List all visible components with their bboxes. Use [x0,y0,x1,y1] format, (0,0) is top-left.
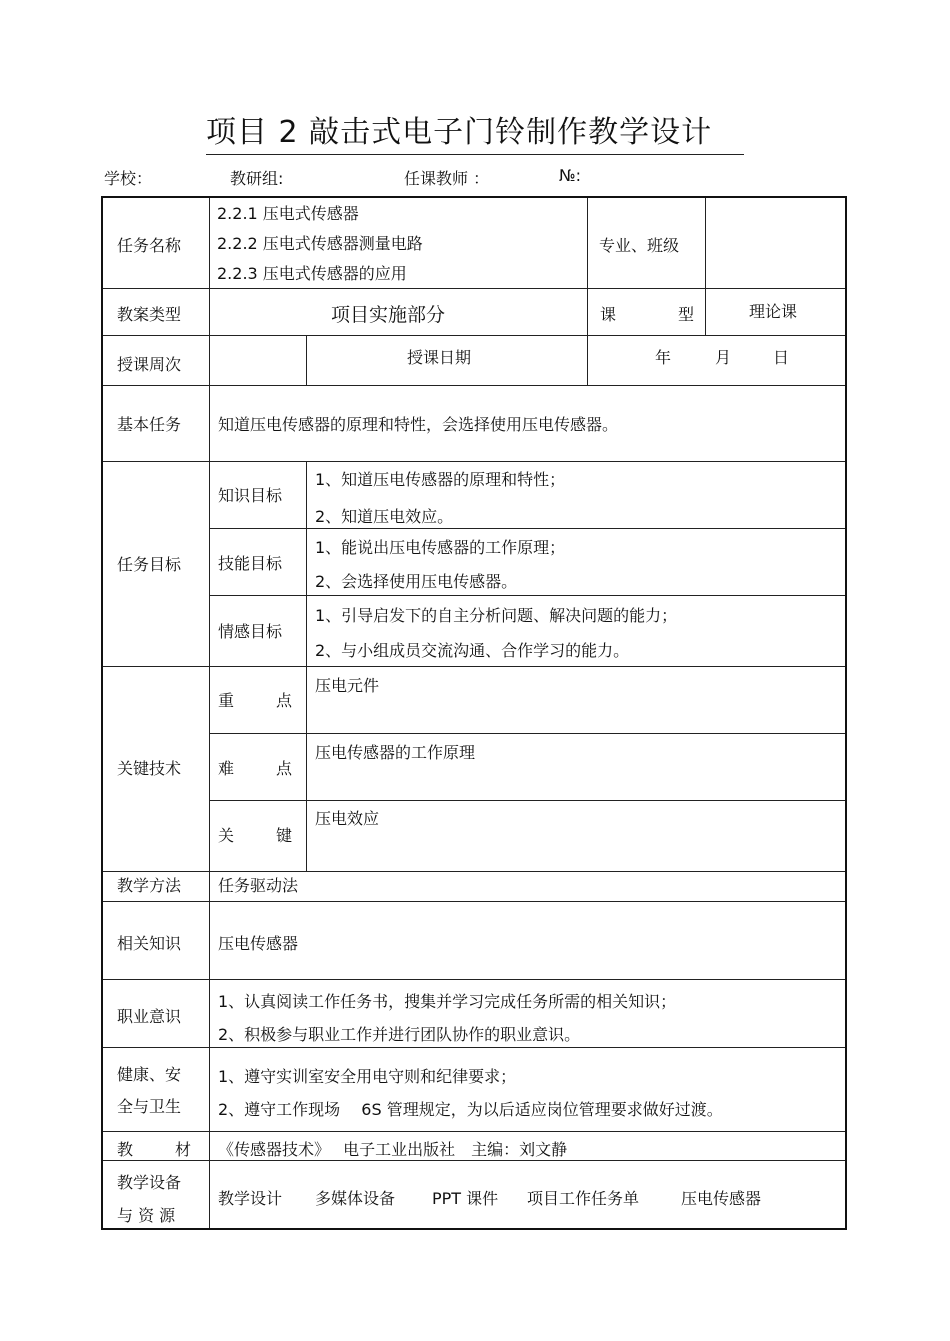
equipment-item: 多媒体设备 [315,1189,396,1208]
skill-objective-line: 1、能说出压电传感器的工作原理； [315,538,566,557]
row-divider [209,800,845,801]
equipment-item: 教学设计 [218,1189,283,1208]
career-line: 1、认真阅读工作任务书，搜集并学习完成任务所需的相关知识； [218,992,677,1011]
objectives-label: 任务目标 [117,555,182,574]
equipment-item: PPT 课件 [432,1189,499,1208]
method-label: 教学方法 [117,876,182,895]
difficulty-value: 压电传感器的工作原理 [315,743,476,762]
difficulty-label-1: 难 [218,759,235,778]
textbook-label-2: 材 [175,1140,192,1159]
equipment-label: 教学设备 [117,1173,182,1192]
method-value: 任务驱动法 [218,876,299,895]
task-item: 2.2.1 压电式传感器 [217,204,359,223]
teaching-group-label: 教研组: [230,169,284,188]
skill-objective-line: 2、会选择使用压电传感器。 [315,572,518,591]
task-item: 2.2.3 压电式传感器的应用 [217,264,407,283]
equipment-item: 项目工作任务单 [527,1189,640,1208]
school-label: 学校： [104,169,153,188]
row-divider [103,1131,845,1132]
health-label: 健康、安 [117,1065,182,1084]
task-item: 2.2.2 压电式传感器测量电路 [217,234,423,253]
knowledge-objective-line: 1、知道压电传感器的原理和特性； [315,470,566,489]
focus-label-2: 点 [276,691,293,710]
key-label-1: 关 [218,826,235,845]
date-day: 日 [773,348,790,367]
difficulty-label-2: 点 [276,759,293,778]
row-divider [103,1160,845,1161]
course-type-label-1: 课 [600,305,617,324]
lesson-type-value: 项目实施部分 [331,304,446,326]
row-divider [103,901,845,902]
knowledge-value: 压电传感器 [218,934,299,953]
skill-objective-label: 技能目标 [218,554,283,573]
date-year: 年 [655,348,672,367]
row-divider [103,385,845,386]
textbook-value: 《传感器技术》 电子工业出版社 主编：刘文静 [218,1140,568,1159]
health-line: 2、遵守工作现场 6S 管理规定，为以后适应岗位管理要求做好过渡。 [218,1100,723,1119]
basic-task-label: 基本任务 [117,415,182,434]
task-name-label: 任务名称 [117,236,182,255]
equipment-item: 压电传感器 [681,1189,762,1208]
row-divider [103,288,845,289]
key-value: 压电效应 [315,809,380,828]
major-class-label: 专业、班级 [599,236,680,255]
basic-task-value: 知道压电传感器的原理和特性，会选择使用压电传感器。 [218,415,619,434]
emotion-objective-line: 1、引导启发下的自主分析问题、解决问题的能力； [315,606,678,625]
knowledge-objective-label: 知识目标 [218,486,283,505]
lesson-plan-table [101,196,847,1230]
week-label: 授课周次 [117,355,182,374]
knowledge-label: 相关知识 [117,934,182,953]
textbook-label-1: 教 [117,1140,134,1159]
row-divider [103,461,845,462]
row-divider [209,733,845,734]
date-label: 授课日期 [407,348,472,367]
key-tech-label: 关键技术 [117,759,182,778]
row-divider [103,979,845,980]
row-divider [209,528,845,529]
health-line: 1、遵守实训室安全用电守则和纪律要求； [218,1067,517,1086]
date-month: 月 [715,348,732,367]
emotion-objective-line: 2、与小组成员交流沟通、合作学习的能力。 [315,641,630,660]
career-line: 2、积极参与职业工作并进行团队协作的职业意识。 [218,1025,581,1044]
teacher-label: 任课教师 ： [404,169,490,188]
number-label: №: [559,166,582,185]
equipment-label: 与 资 源 [117,1206,176,1225]
focus-label-1: 重 [218,691,235,710]
column-divider [705,198,706,335]
key-label-2: 键 [276,826,293,845]
row-divider [103,335,845,336]
focus-value: 压电元件 [315,676,380,695]
knowledge-objective-line: 2、知道压电效应。 [315,507,454,526]
column-divider [587,198,588,385]
row-divider [209,595,845,596]
column-divider [306,461,307,871]
row-divider [103,871,845,872]
column-divider [306,335,307,385]
column-divider [209,198,210,1228]
health-label: 全与卫生 [117,1097,182,1116]
course-type-value: 理论课 [749,302,798,321]
page-title: 项目 2 敲击式电子门铃制作教学设计 [206,112,744,155]
career-label: 职业意识 [117,1007,182,1026]
lesson-type-label: 教案类型 [117,305,182,324]
emotion-objective-label: 情感目标 [218,622,283,641]
row-divider [103,1047,845,1048]
row-divider [103,666,845,667]
course-type-label-2: 型 [678,305,695,324]
